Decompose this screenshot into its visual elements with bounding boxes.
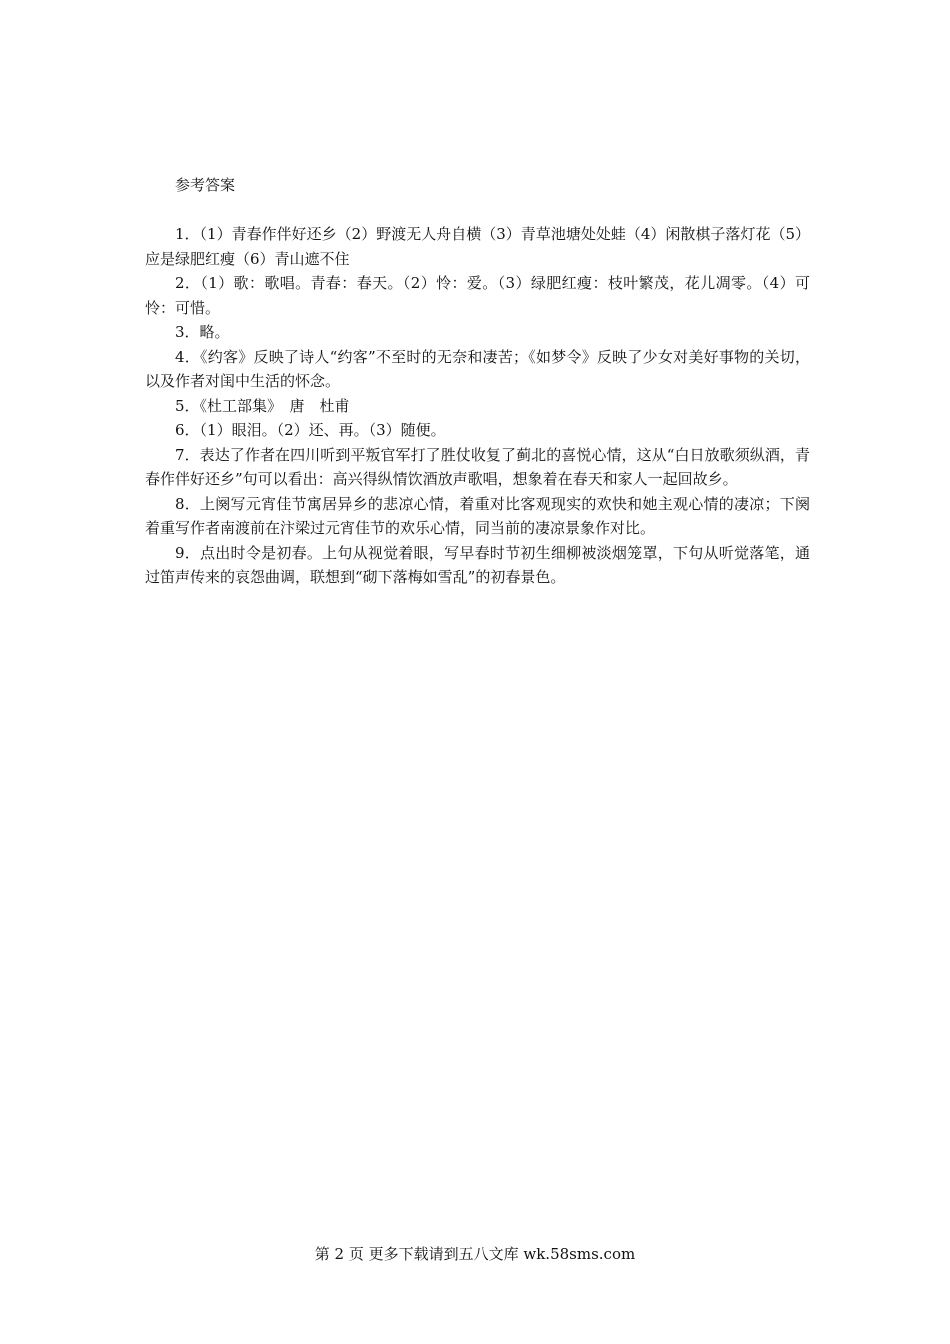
answer-item: 2．（1）歌：歌唱。青春：春天。（2）怜：爱。（3）绿肥红瘦：枝叶繁茂，花儿凋零。（4）可怜：可惜。: [145, 274, 810, 317]
answer-item: 7．表达了作者在四川听到平叛官军打了胜仗收复了蓟北的喜悦心情，这从“白日放歌须纵酒，青春作伴好还乡”句可以看出：高兴得纵情饮酒放声歌唱，想象着在春天和家人一起回故乡。: [145, 445, 810, 488]
answer-item: 4．《约客》反映了诗人“约客”不至时的无奈和凄苦；《如梦令》反映了少女对美好事物的关切，以及作者对闺中生活的怀念。: [145, 347, 810, 390]
page-footer: 第 2 页 更多下载请到五八文库 wk.58sms.com: [314, 1245, 636, 1263]
answer-item: 5．《杜工部集》 唐 杜甫: [175, 396, 350, 415]
answer-item: 9．点出时令是初春。上句从视觉着眼，写早春时节初生细柳被淡烟笼罩，下句从听觉落笔，通过笛声传来的哀怨曲调，联想到“砌下落梅如雪乱”的初春景色。: [145, 543, 810, 586]
answer-item: 8．上阕写元宵佳节寓居异乡的悲凉心情，着重对比客观现实的欢快和她主观心情的凄凉；下阕着重写作者南渡前在汴梁过元宵佳节的欢乐心情，同当前的凄凉景象作对比。: [145, 494, 810, 537]
answer-item: 1．（1）青春作伴好还乡（2）野渡无人舟自横（3）青草池塘处处蛙（4）闲散棋子落灯花（5）应是绿肥红瘦（6）青山遮不住: [145, 225, 810, 268]
answer-item: 6．（1）眼泪。（2）还、再。（3）随便。: [175, 421, 446, 439]
answer-item: 3．略。: [175, 323, 230, 341]
answer-section: [145, 172, 810, 590]
section-heading: 参考答案: [175, 176, 236, 194]
